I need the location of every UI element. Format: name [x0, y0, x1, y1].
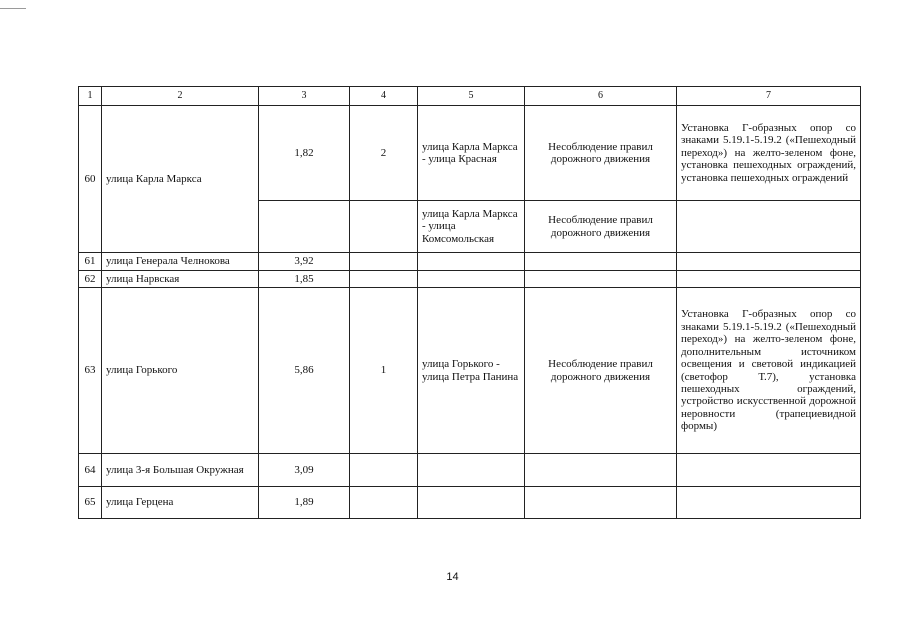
reason-text: [525, 253, 677, 271]
section-name: улица Горького - улица Петра Панина: [418, 288, 525, 454]
measures-text: Установка Г-образных опор со знаками 5.19.1-5.19.2 («Пешеходный переход») на желто-зеленом фоне, дополнительным источником освещения и световой индикацией (светофор Т.7), установка пешеходных ограждений, устройство искусственной дорожной неровности (трапециевидной формы): [677, 288, 861, 454]
length-value: 1,89: [259, 487, 350, 519]
measures-text: [677, 201, 861, 253]
table-row-64: [79, 454, 861, 487]
count-value: [350, 271, 418, 288]
length-value: 1,85: [259, 271, 350, 288]
street-name: улица Карла Маркса: [102, 106, 259, 253]
measures-text: Установка Г-образных опор со знаками 5.19.1-5.19.2 («Пешеходный переход») на желто-зеленом фоне, установка пешеходных ограждений, установка пешеходных ограждений: [677, 106, 861, 201]
reason-text: Несоблюдение правил дорожного движения: [525, 288, 677, 454]
row-number: 61: [79, 253, 102, 271]
count-value: [350, 487, 418, 519]
row-number: 65: [79, 487, 102, 519]
section-name: [418, 454, 525, 487]
header-cell-7: 7: [677, 87, 861, 106]
count-value: 1: [350, 288, 418, 454]
header-cell-3: 3: [259, 87, 350, 106]
road-safety-table: [78, 86, 861, 519]
reason-text: [525, 487, 677, 519]
length-value: 3,92: [259, 253, 350, 271]
section-name: улица Карла Маркса - улица Комсомольская: [418, 201, 525, 253]
count-value: [350, 253, 418, 271]
header-cell-4: 4: [350, 87, 418, 106]
length-value: 5,86: [259, 288, 350, 454]
reason-text: [525, 454, 677, 487]
reason-text: Несоблюдение правил дорожного движения: [525, 201, 677, 253]
section-name: [418, 253, 525, 271]
count-value: [350, 201, 418, 253]
header-cell-5: 5: [418, 87, 525, 106]
section-name: [418, 271, 525, 288]
measures-text: [677, 487, 861, 519]
header-cell-6: 6: [525, 87, 677, 106]
header-cell-1: 1: [79, 87, 102, 106]
length-value: 1,82: [259, 106, 350, 201]
street-name: улица Горького: [102, 288, 259, 454]
row-number: 60: [79, 106, 102, 253]
table-row-65: [79, 487, 861, 519]
row-number: 62: [79, 271, 102, 288]
header-row: [79, 87, 861, 106]
reason-text: [525, 271, 677, 288]
table-row-63: [79, 288, 861, 454]
scan-edge-mark: [0, 0, 26, 9]
count-value: 2: [350, 106, 418, 201]
measures-text: [677, 271, 861, 288]
section-name: [418, 487, 525, 519]
length-value: 3,09: [259, 454, 350, 487]
section-name: улица Карла Маркса - улица Красная: [418, 106, 525, 201]
street-name: улица Нарвская: [102, 271, 259, 288]
measures-text: [677, 454, 861, 487]
table-row-61: [79, 253, 861, 271]
count-value: [350, 454, 418, 487]
street-name: улица 3-я Большая Окружная: [102, 454, 259, 487]
row-number: 64: [79, 454, 102, 487]
reason-text: Несоблюдение правил дорожного движения: [525, 106, 677, 201]
header-cell-2: 2: [102, 87, 259, 106]
street-name: улица Генерала Челнокова: [102, 253, 259, 271]
table-row-62: [79, 271, 861, 288]
street-name: улица Герцена: [102, 487, 259, 519]
page-number: 14: [446, 571, 459, 583]
row-number: 63: [79, 288, 102, 454]
length-value: [259, 201, 350, 253]
measures-text: [677, 253, 861, 271]
table-row-60a: [79, 106, 861, 201]
